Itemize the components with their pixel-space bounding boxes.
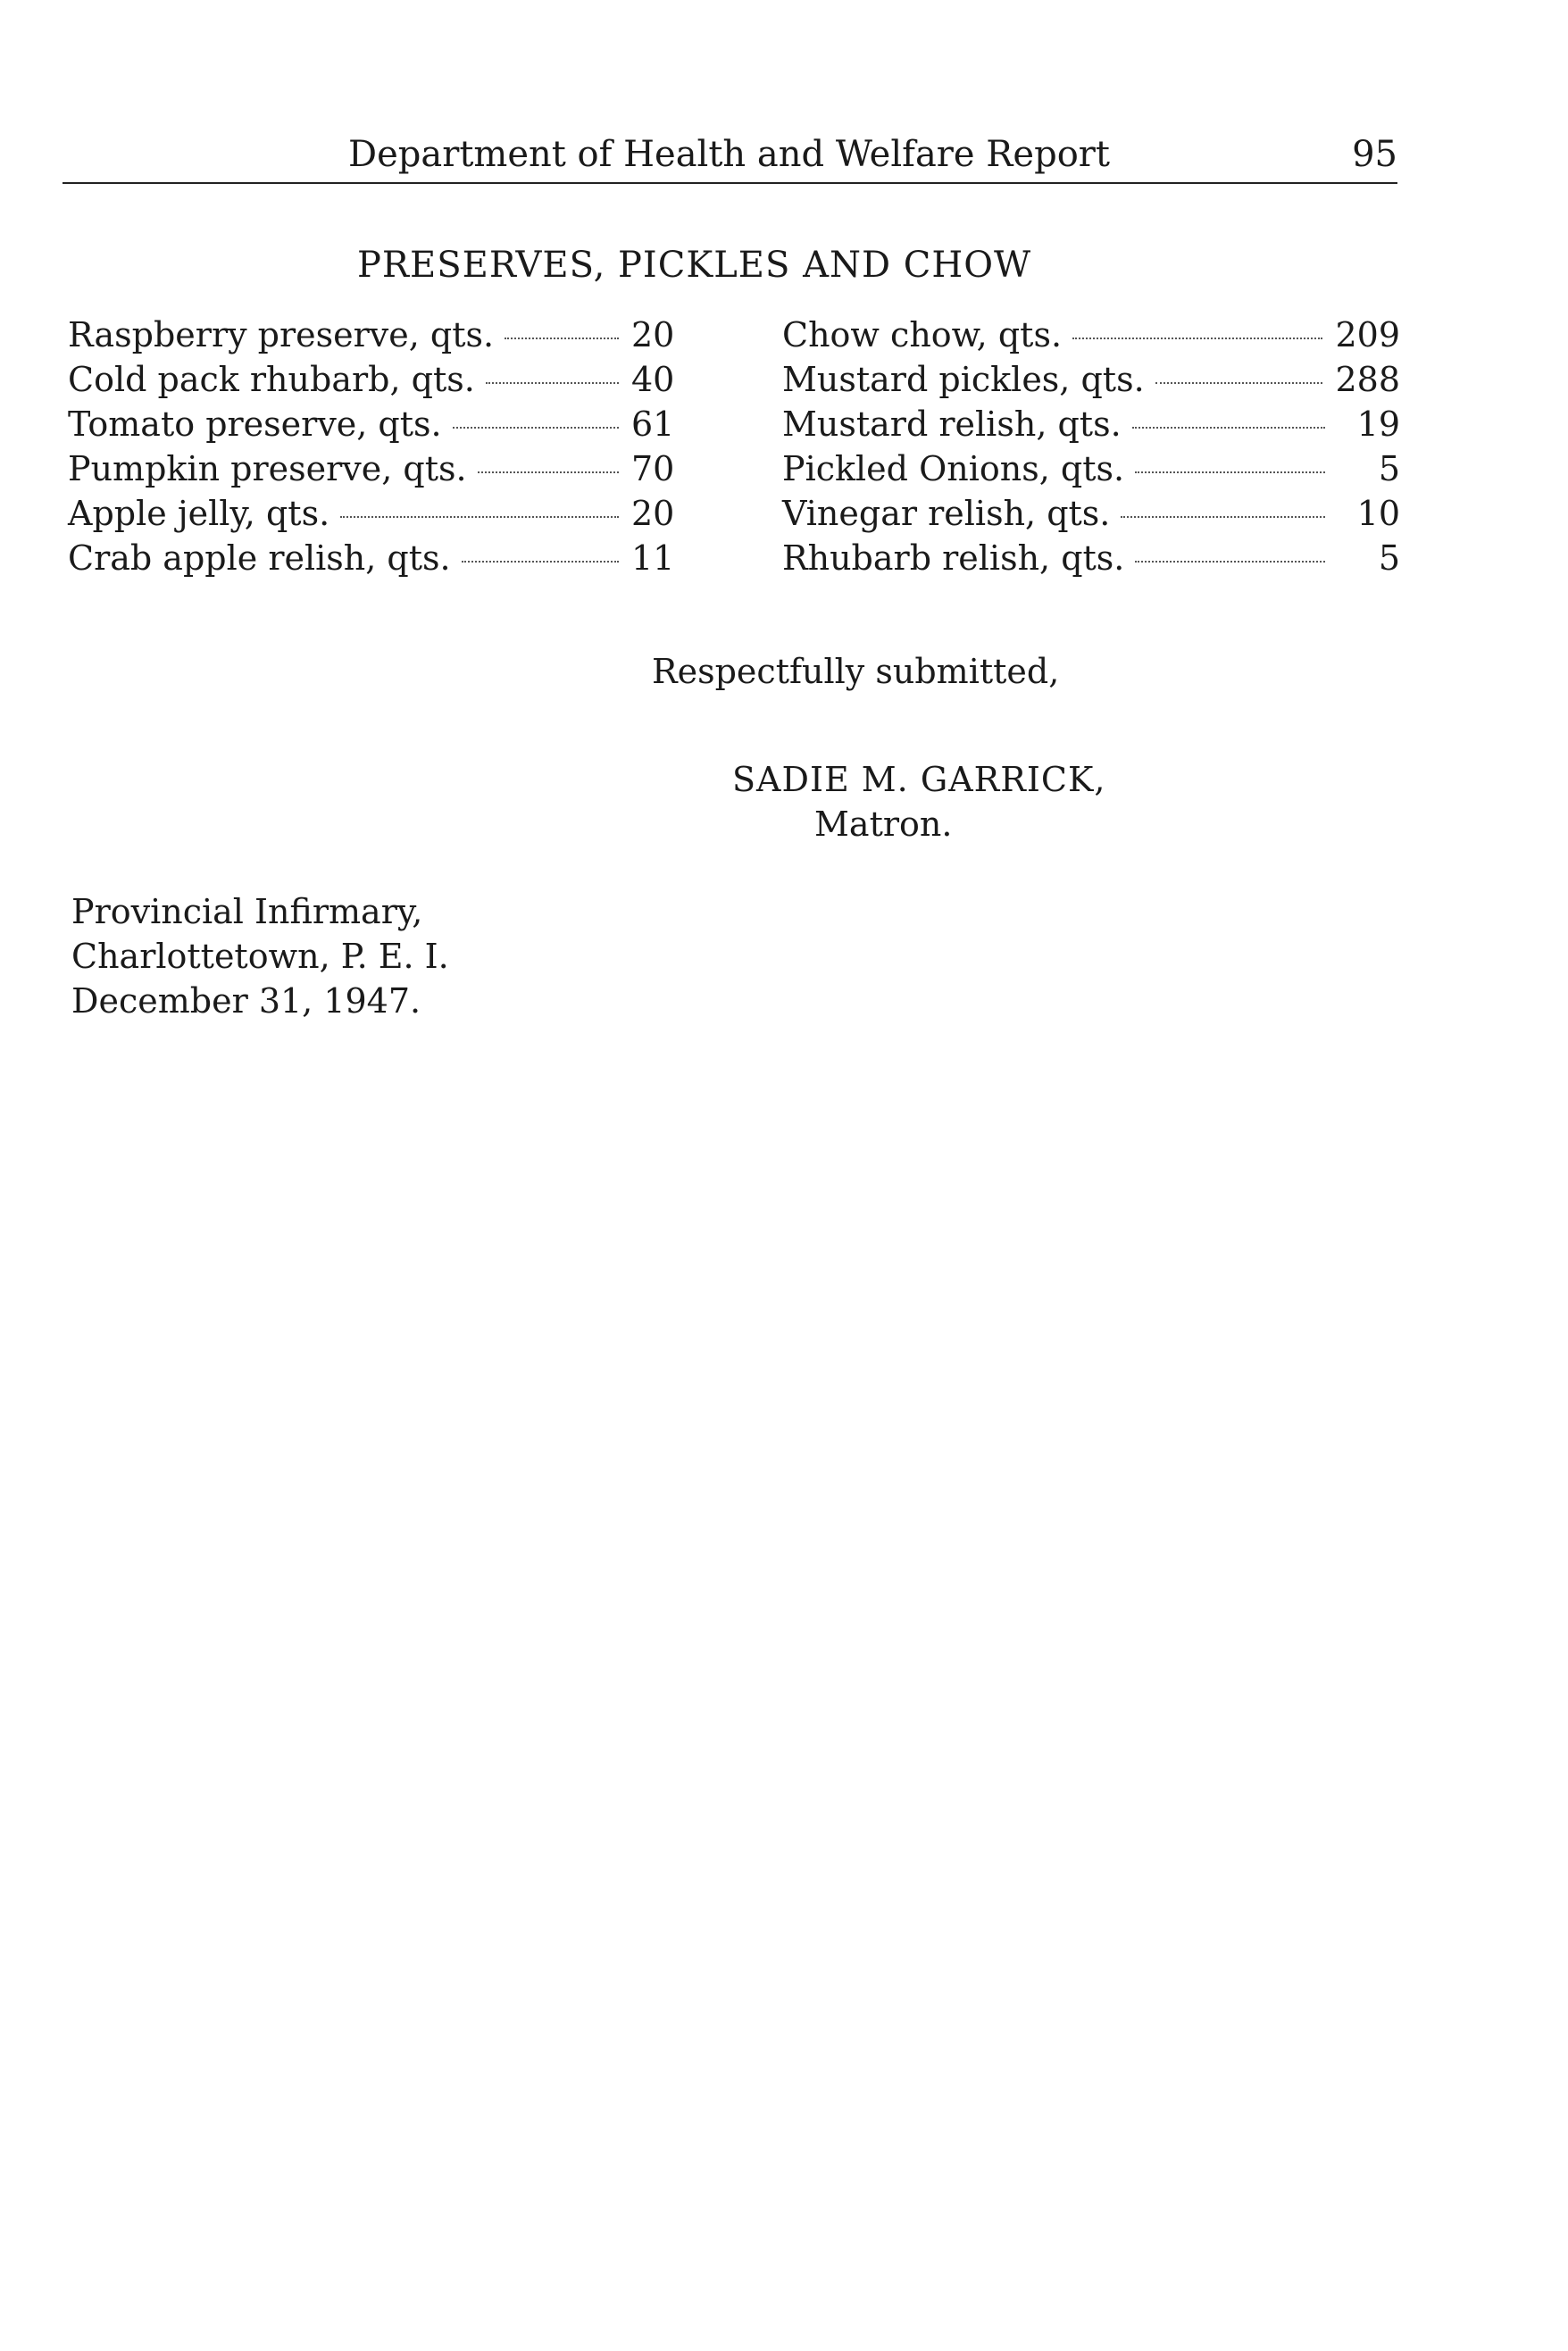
place-and-date: [71, 889, 449, 1023]
item-quantity: 40: [631, 360, 675, 399]
dot-leader: [1135, 471, 1325, 473]
list-item: [782, 446, 1400, 491]
item-quantity: 5: [1378, 449, 1400, 488]
dot-leader: [478, 471, 619, 473]
item-label: Pickled Onions, qts.: [782, 449, 1125, 488]
item-quantity: 209: [1335, 315, 1400, 354]
list-item: [782, 402, 1400, 446]
item-label: Mustard pickles, qts.: [782, 360, 1145, 399]
item-quantity: 61: [631, 404, 675, 444]
item-quantity: 5: [1378, 538, 1400, 578]
item-label: Cold pack rhubarb, qts.: [68, 360, 475, 399]
list-item: [782, 357, 1400, 402]
list-item: [68, 357, 697, 402]
signer-name: SADIE M. GARRICK,: [732, 760, 1106, 799]
dot-leader: [1121, 516, 1325, 518]
item-quantity: 19: [1356, 404, 1400, 444]
item-label: Mustard relish, qts.: [782, 404, 1122, 444]
dot-leader: [505, 338, 619, 339]
dot-leader: [1132, 427, 1325, 429]
institution-name: Provincial Infirmary,: [71, 892, 423, 931]
list-item: [68, 446, 697, 491]
closing-line: Respectfully submitted,: [652, 652, 1060, 691]
list-item: [68, 402, 697, 446]
item-label: Vinegar relish, qts.: [782, 494, 1111, 533]
dot-leader: [1072, 338, 1322, 339]
section-heading: PRESERVES, PICKLES AND CHOW: [357, 245, 1032, 286]
dot-leader: [453, 427, 619, 429]
signer-title: Matron.: [814, 805, 953, 844]
left-item-list: [68, 313, 697, 580]
dot-leader: [340, 516, 619, 518]
item-label: Raspberry preserve, qts.: [68, 315, 495, 354]
list-item: [68, 536, 697, 580]
dot-leader: [462, 561, 619, 563]
list-item: [68, 491, 697, 536]
item-label: Apple jelly, qts.: [68, 494, 330, 533]
report-title: Department of Health and Welfare Report: [348, 134, 1110, 175]
page-number: 95: [1352, 134, 1397, 175]
item-quantity: 20: [631, 494, 675, 533]
list-item: [782, 313, 1400, 357]
item-quantity: 20: [631, 315, 675, 354]
dot-leader: [1155, 382, 1323, 384]
item-quantity: 70: [631, 449, 675, 488]
report-date: December 31, 1947.: [71, 981, 421, 1021]
item-label: Pumpkin preserve, qts.: [68, 449, 467, 488]
running-header: [63, 132, 1397, 184]
list-item: [782, 491, 1400, 536]
city-name: Charlottetown, P. E. I.: [71, 937, 449, 976]
item-label: Rhubarb relish, qts.: [782, 538, 1125, 578]
item-label: Tomato preserve, qts.: [68, 404, 442, 444]
list-item: [782, 536, 1400, 580]
dot-leader: [486, 382, 619, 384]
list-item: [68, 313, 697, 357]
item-label: Crab apple relish, qts.: [68, 538, 451, 578]
item-quantity: 11: [631, 538, 675, 578]
right-item-list: [782, 313, 1400, 580]
item-quantity: 10: [1356, 494, 1400, 533]
item-label: Chow chow, qts.: [782, 315, 1063, 354]
item-quantity: 288: [1335, 360, 1400, 399]
dot-leader: [1135, 561, 1325, 563]
